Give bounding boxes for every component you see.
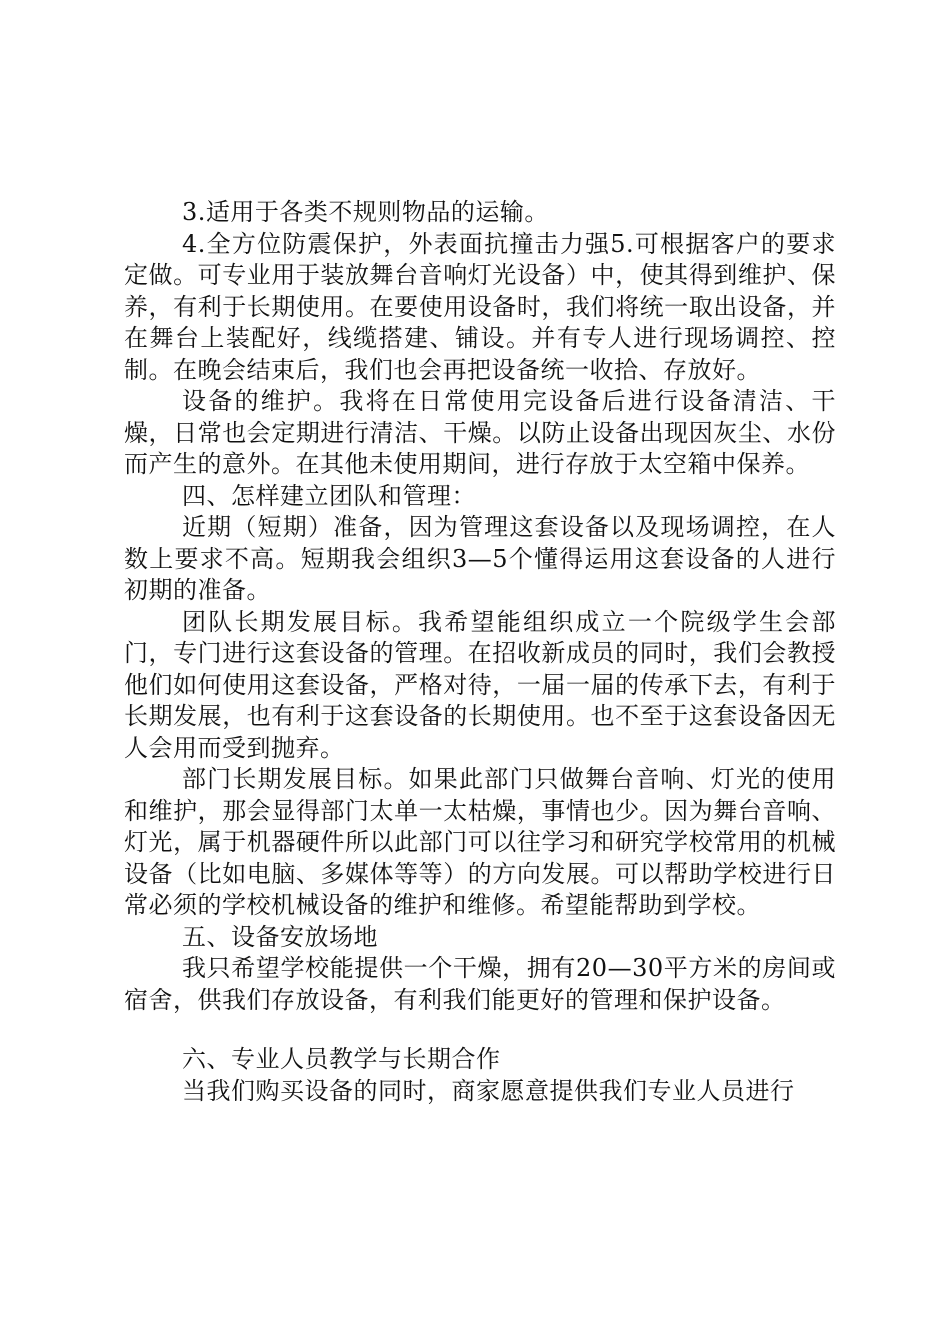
paragraph-team-goals: 团队长期发展目标。我希望能组织成立一个院级学生会部门，专门进行这套设备的管理。在招收新成员的同时，我们会教授他们如何使用这套设备，严格对待，一届一届的传承下去，有利于长期发展，也有利于这套设备的长期使用。也不至于这套设备因无人会用而受到抛弃。 [124, 607, 836, 762]
paragraph-item-4-5: 4.全方位防震保护，外表面抗撞击力强5.可根据客户的要求定做。可专业用于装放舞台音响灯光设备）中，使其得到维护、保养，有利于长期使用。在要使用设备时，我们将统一取出设备，并在舞台上装配好，线缆搭建、铺设。并有专人进行现场调控、控制。在晚会结束后，我们也会再把设备统一收拾、存放好。 [124, 229, 836, 384]
paragraph-short-term: 近期（短期）准备，因为管理这套设备以及现场调控，在人数上要求不高。短期我会组织3—5个懂得运用这套设备的人进行初期的准备。 [124, 513, 836, 604]
section-heading-team: 四、怎样建立团队和管理： [182, 481, 476, 510]
section-heading-cooperation: 六、专业人员教学与长期合作 [182, 1045, 501, 1073]
document-body [124, 197, 836, 1107]
paragraph-item-3: 3.适用于各类不规则物品的运输。 [182, 198, 549, 226]
paragraph-cooperation: 当我们购买设备的同时，商家愿意提供我们专业人员进行 [182, 1076, 795, 1105]
paragraph-maintenance: 设备的维护。我将在日常使用完设备后进行设备清洁、干燥，日常也会定期进行清洁、干燥。以防止设备出现因灰尘、水份而产生的意外。在其他未使用期间，进行存放于太空箱中保养。 [124, 387, 836, 478]
section-heading-location: 五、设备安放场地 [182, 922, 378, 951]
paragraph-department-goals: 部门长期发展目标。如果此部门只做舞台音响、灯光的使用和维护，那会显得部门太单一太枯燥，事情也少。因为舞台音响、灯光，属于机器硬件所以此部门可以往学习和研究学校常用的机械设备（比如电脑、多媒体等等）的方向发展。可以帮助学校进行日常必须的学校机械设备的维护和维修。希望能帮助到学校。 [124, 765, 836, 919]
paragraph-location: 我只希望学校能提供一个干燥，拥有20—30平方米的房间或宿舍，供我们存放设备，有利我们能更好的管理和保护设备。 [124, 954, 836, 1014]
